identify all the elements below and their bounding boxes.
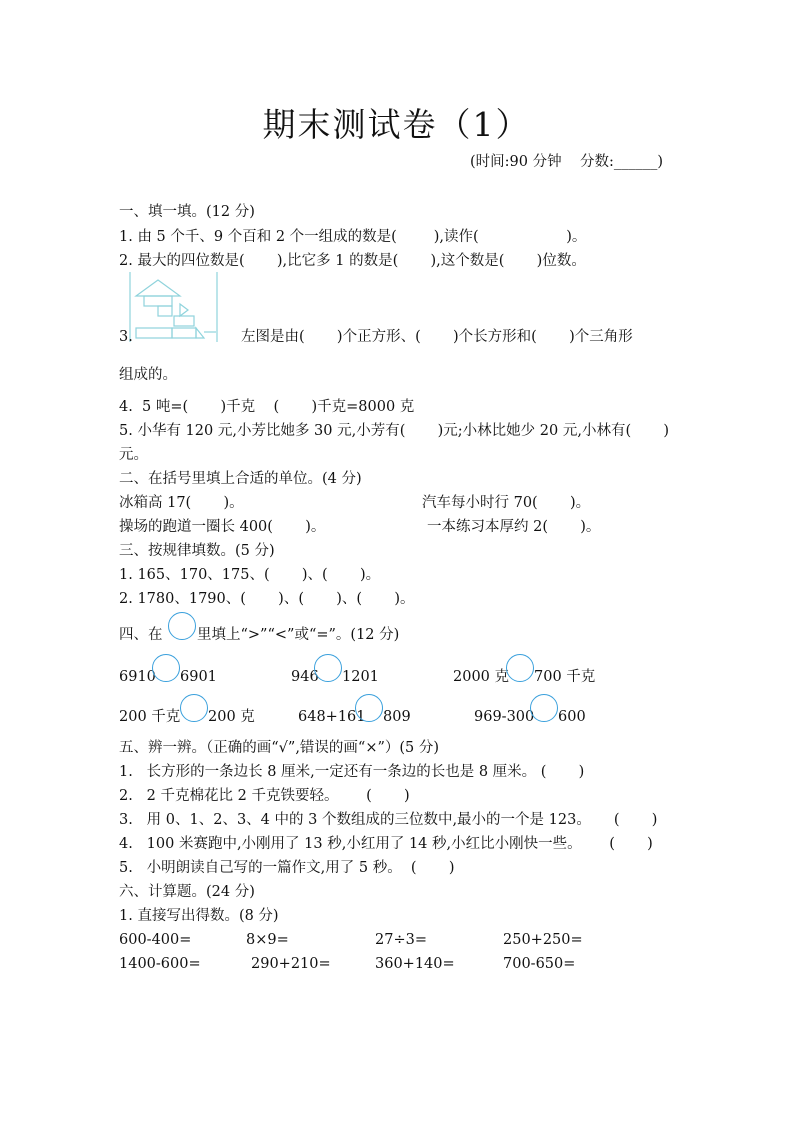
- calc-1-3: 27÷3=: [375, 932, 427, 948]
- pattern-question-2: 2. 1780、1790、( )、( )、( )。: [119, 591, 415, 607]
- unit-question-b: 汽车每小时行 70( )。: [422, 495, 591, 511]
- compare-left-5: 648+161: [298, 709, 366, 725]
- compare-circle-2[interactable]: [314, 654, 342, 682]
- compare-circle-4[interactable]: [180, 694, 208, 722]
- unit-question-c: 操场的跑道一圈长 400( )。: [119, 519, 326, 535]
- compare-right-6: 600: [558, 709, 586, 725]
- compare-right-3: 700 千克: [534, 669, 596, 685]
- judge-question-1: 1. 长方形的一条边长 8 厘米,一定还有一条边的长也是 8 厘米。 ( ): [119, 764, 585, 780]
- unit-question-d: 一本练习本厚约 2( )。: [427, 519, 601, 535]
- judge-question-2: 2. 2 千克棉花比 2 千克铁要轻。 ( ): [119, 788, 410, 804]
- calc-2-1: 1400-600=: [119, 956, 201, 972]
- compare-left-6: 969-300: [474, 709, 535, 725]
- compare-right-1: 6901: [180, 669, 217, 685]
- section4-heading-start: 四、在: [119, 627, 163, 643]
- pattern-question-1: 1. 165、170、175、( )、( )。: [119, 567, 381, 583]
- judge-question-3: 3. 用 0、1、2、3、4 中的 3 个数组成的三位数中,最小的一个是 123。 ( ): [119, 812, 658, 828]
- calc-1-2: 8×9=: [246, 932, 289, 948]
- section4-heading-end: 里填上“>”“<”或“=”。(12 分): [197, 627, 400, 643]
- section6-sub1: 1. 直接写出得数。(8 分): [119, 908, 279, 924]
- compare-right-4: 200 克: [208, 709, 255, 725]
- compare-left-1: 6910: [119, 669, 156, 685]
- question-1-3-number: 3.: [119, 329, 133, 345]
- question-1-2: 2. 最大的四位数是( ),比它多 1 的数是( ),这个数是( )位数。: [119, 253, 586, 269]
- calc-1-4: 250+250=: [503, 932, 583, 948]
- compare-circle-5[interactable]: [355, 694, 383, 722]
- compare-circle-sample: [168, 612, 196, 640]
- compare-left-4: 200 千克: [119, 709, 181, 725]
- calc-2-3: 360+140=: [375, 956, 455, 972]
- section5-heading: 五、辨一辨。（正确的画“√”,错误的画“×”）(5 分): [119, 740, 440, 756]
- section2-heading: 二、在括号里填上合适的单位。(4 分): [119, 471, 362, 487]
- compare-left-2: 946: [291, 669, 319, 685]
- section6-heading: 六、计算题。(24 分): [119, 884, 255, 900]
- section1-heading: 一、填一填。(12 分): [119, 204, 255, 220]
- compare-circle-6[interactable]: [530, 694, 558, 722]
- judge-question-5: 5. 小明朗读自己写的一篇作文,用了 5 秒。 ( ): [119, 860, 455, 876]
- judge-question-4: 4. 100 米赛跑中,小刚用了 13 秒,小红用了 14 秒,小红比小刚快一些。 ( ): [119, 836, 653, 852]
- compare-right-5: 809: [383, 709, 411, 725]
- shape-composition-figure: [128, 272, 224, 344]
- calc-2-2: 290+210=: [251, 956, 331, 972]
- compare-right-2: 1201: [342, 669, 379, 685]
- time-score-info: (时间:90 分钟 分数:______): [470, 154, 664, 170]
- compare-left-3: 2000 克: [453, 669, 510, 685]
- question-1-4: 4. 5 吨=( )千克 ( )千克=8000 克: [119, 399, 415, 415]
- page-title: 期末测试卷（1）: [262, 105, 531, 144]
- question-1-5: 5. 小华有 120 元,小芳比她多 30 元,小芳有( )元;小林比她少 20 元,小林有( ): [119, 423, 670, 439]
- question-1-3-continued: 组成的。: [119, 367, 177, 383]
- question-1-3: 左图是由( )个正方形、( )个长方形和( )个三角形: [241, 329, 633, 345]
- unit-question-a: 冰箱高 17( )。: [119, 495, 244, 511]
- section3-heading: 三、按规律填数。(5 分): [119, 543, 275, 559]
- compare-circle-1[interactable]: [152, 654, 180, 682]
- calc-1-1: 600-400=: [119, 932, 192, 948]
- question-1-5-continued: 元。: [119, 447, 148, 463]
- question-1-1: 1. 由 5 个千、9 个百和 2 个一组成的数是( ),读作( )。: [119, 229, 587, 245]
- compare-circle-3[interactable]: [506, 654, 534, 682]
- calc-2-4: 700-650=: [503, 956, 576, 972]
